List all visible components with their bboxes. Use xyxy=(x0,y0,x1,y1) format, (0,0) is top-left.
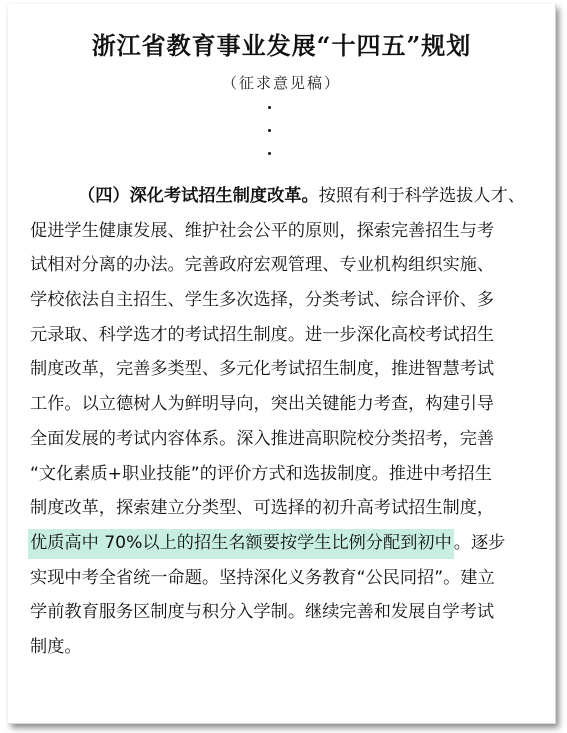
paragraph-line: 元录取、科学选才的考试招生制度。进一步深化高校考试招生 xyxy=(30,324,495,345)
paragraph-line: “文化素质+职业技能”的评价方式和选拔制度。推进中考招生 xyxy=(30,463,492,484)
document-subtitle: （征求意见稿） xyxy=(221,74,341,92)
ellipsis-dot xyxy=(268,152,271,155)
ellipsis-dot xyxy=(268,106,271,109)
paragraph-text: 按照有利于科学选拔人才、 xyxy=(318,186,525,206)
paragraph-line: 制度改革，完善多类型、多元化考试招生制度，推进智慧考试 xyxy=(30,359,495,380)
paragraph-line: 工作。以立德树人为鲜明导向，突出关键能力考查，构建引导 xyxy=(30,394,495,415)
paragraph-section-4 xyxy=(30,179,540,665)
paragraph-line: 学校依法自主招生、学生多次选择，分类考试、综合评价、多 xyxy=(30,290,495,311)
paragraph-line xyxy=(30,526,540,561)
paragraph-line: 促进学生健康发展、维护社会公平的原则，探索完善招生与考 xyxy=(30,220,495,241)
paragraph-line: 学前教育服务区制度与积分入学制。继续完善和发展自学考试 xyxy=(30,602,495,623)
paragraph-line: 试相对分离的办法。完善政府宏观管理、专业机构组织实施、 xyxy=(30,255,495,276)
document-page xyxy=(8,4,556,724)
section-heading: （四）深化考试招生制度改革。 xyxy=(78,186,319,206)
paragraph-text: 。逐步 xyxy=(453,532,506,553)
paragraph-line: 制度。 xyxy=(30,636,82,657)
highlighted-text: 优质高中 70%以上的招生名额要按学生比例分配到初中 xyxy=(28,529,454,559)
vertical-ellipsis-icon xyxy=(268,106,278,175)
paragraph-line xyxy=(30,179,540,214)
paragraph-line: 全面发展的考试内容体系。深入推进高职院校分类招考，完善 xyxy=(30,428,495,449)
paragraph-line: 制度改革，探索建立分类型、可选择的初升高考试招生制度， xyxy=(30,498,495,519)
ellipsis-dot xyxy=(268,129,271,132)
document-title: 浙江省教育事业发展“十四五”规划 xyxy=(91,31,472,60)
paragraph-line: 实现中考全省统一命题。坚持深化义务教育“公民同招”。建立 xyxy=(30,567,495,588)
